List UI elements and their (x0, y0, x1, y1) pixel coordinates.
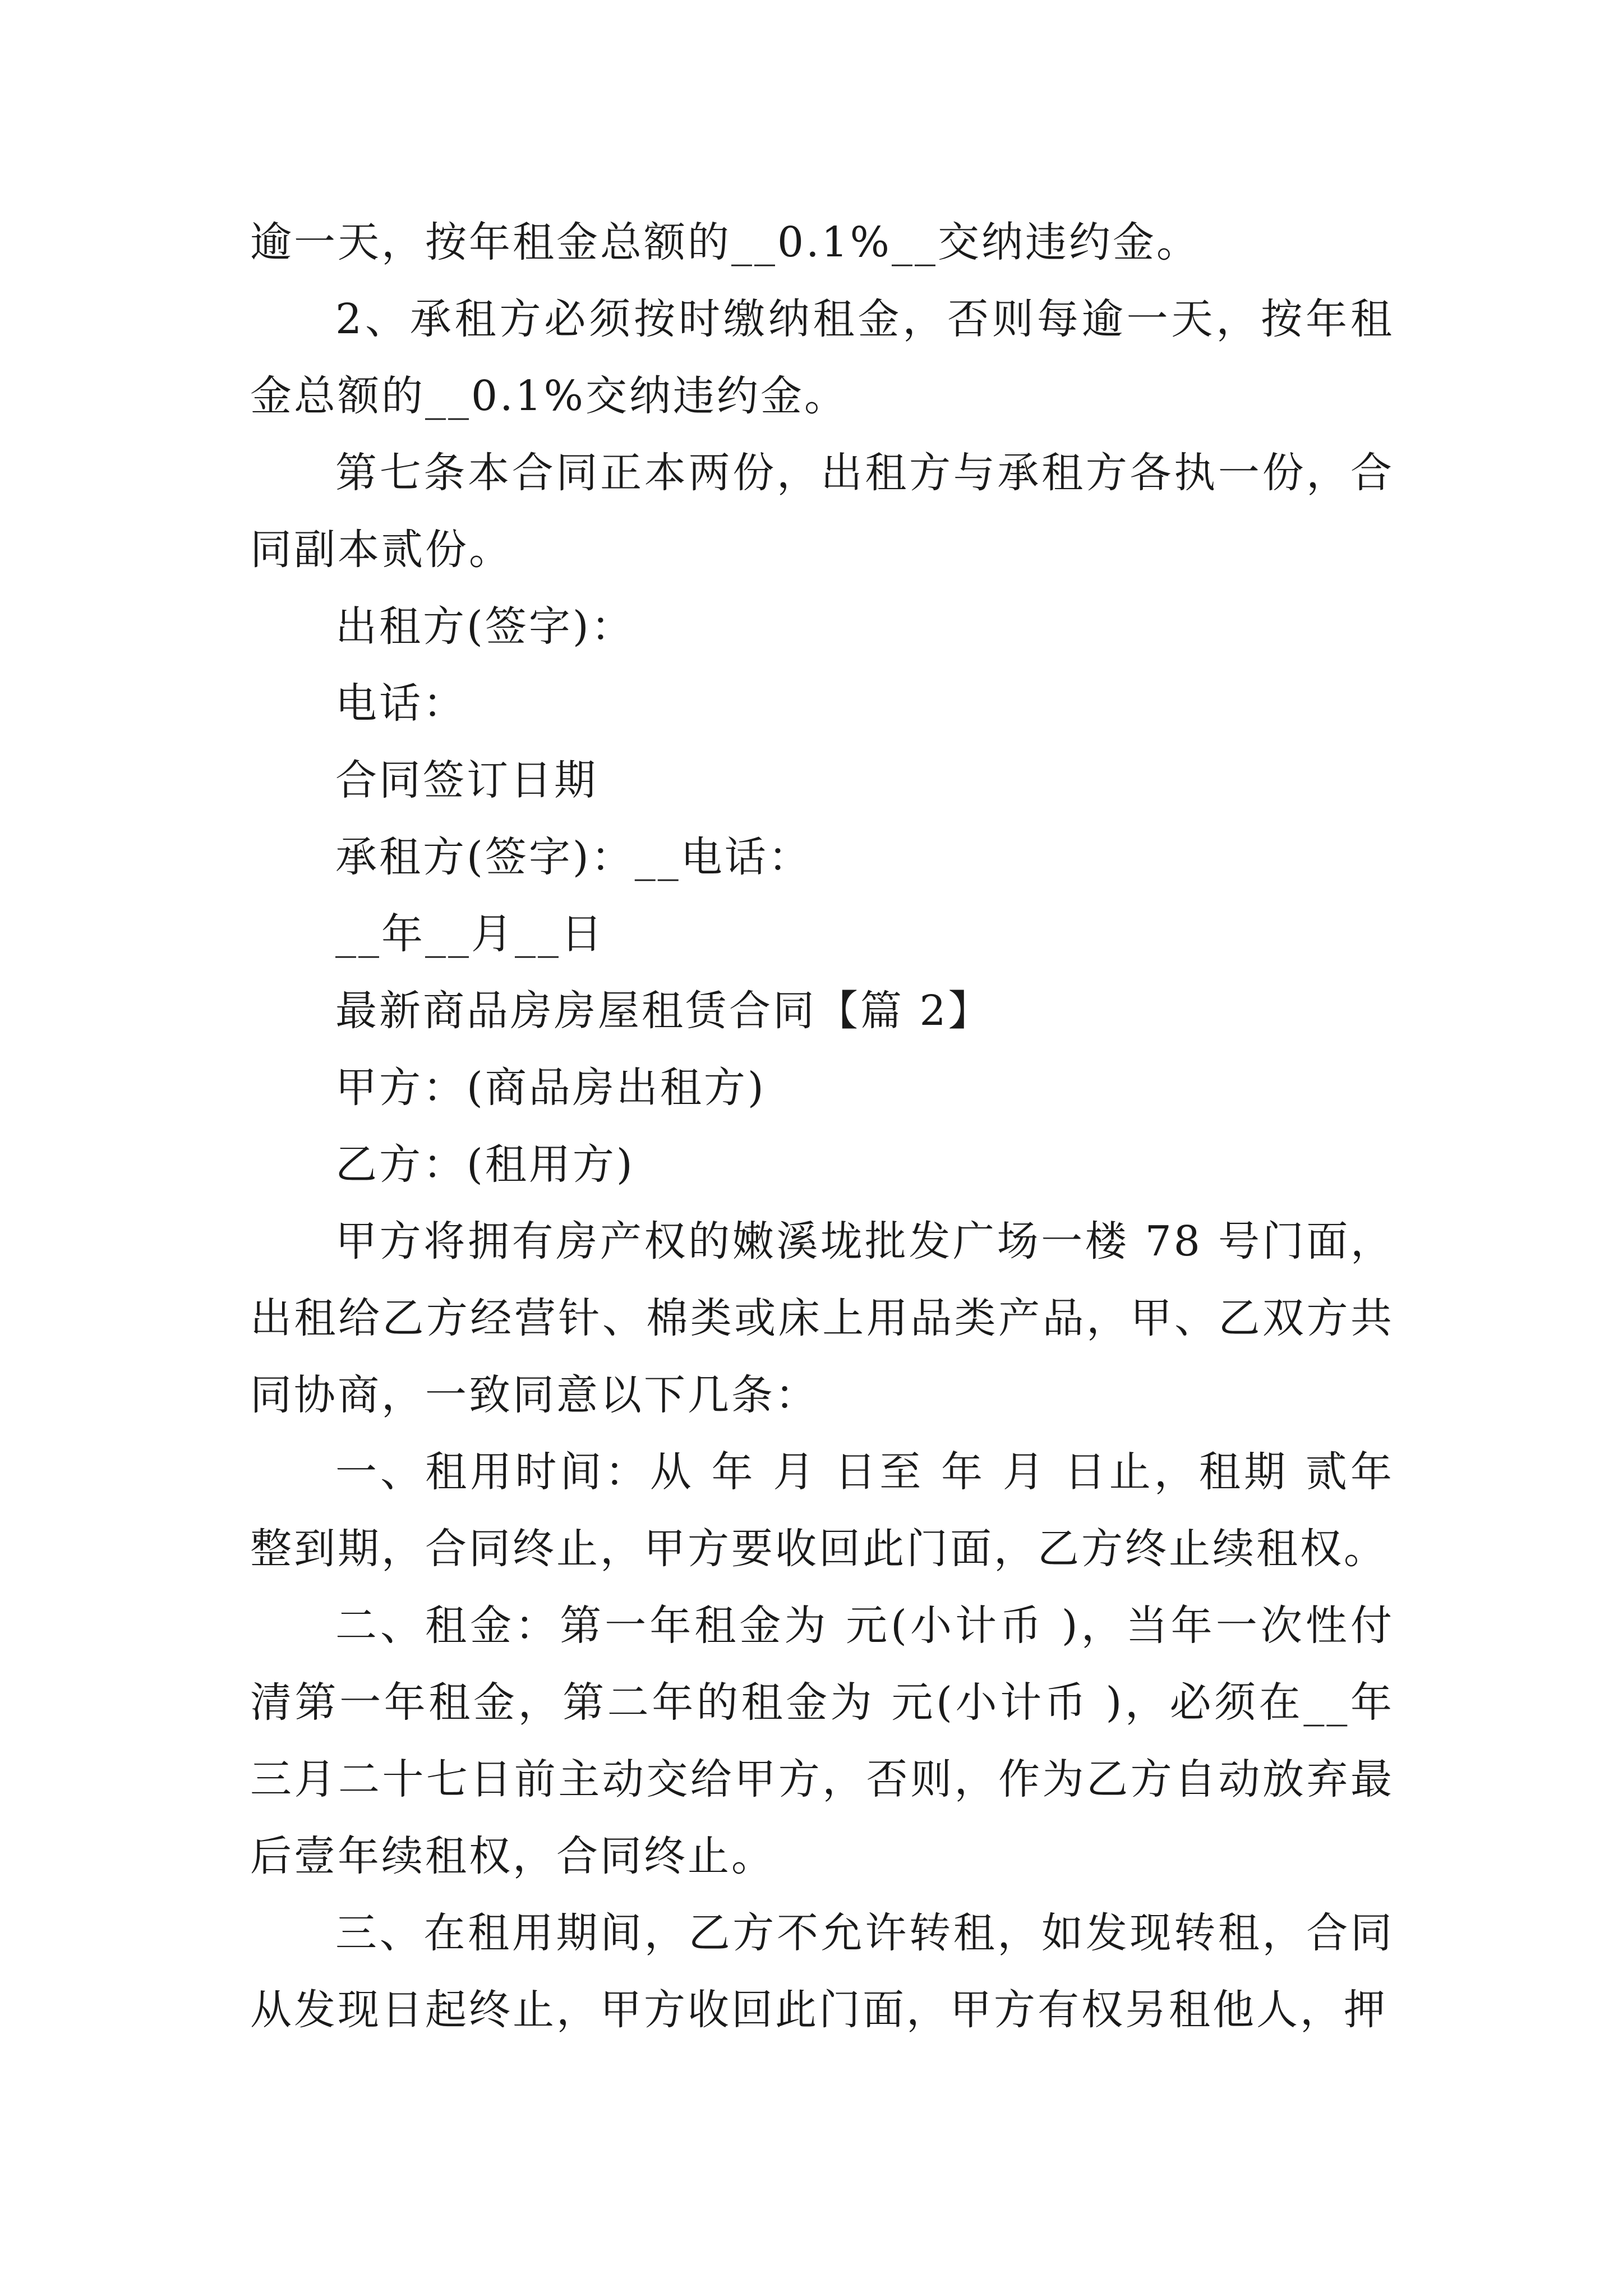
phone-line: 电话： (335, 679, 467, 728)
signing-date-label: 合同签订日期 (335, 756, 598, 804)
paragraph-premises-description: 甲方将拥有房产权的嫩溪垅批发广场一楼 78 号门面，出租给乙方经营针、棉类或床上用品类产品，甲、乙双方共同协商，一致同意以下几条： (250, 1217, 1394, 1419)
paragraph-article-seven: 第七条本合同正本两份，出租方与承租方各执一份，合同副本贰份。 (250, 449, 1394, 574)
lessor-signature-line: 出租方(签字)： (335, 602, 635, 651)
contract-text-body (250, 204, 1394, 2049)
lessee-signature-line: 承租方(签字)：__电话： (335, 833, 812, 881)
date-blank-line: __年__月__日 (335, 910, 605, 958)
paragraph-lease-term: 一、租用时间：从 年 月 日至 年 月 日止，租期 贰年整到期，合同终止，甲方要收回此门面，乙方终止续租权。 (250, 1448, 1394, 1573)
party-a-line: 甲方：(商品房出租方) (335, 1064, 766, 1112)
paragraph-rent-amount: 二、租金：第一年租金为 元(小计币 )，当年一次性付清第一年租金，第二年的租金为 元(小计币 )，必须在__年三月二十七日前主动交给甲方，否则，作为乙方自动放弃最后壹年续租权，合同终止。 (250, 1602, 1394, 1880)
party-b-line: 乙方：(租用方) (335, 1140, 635, 1189)
section-heading-part-2: 最新商品房房屋租赁合同【篇 2】 (335, 987, 992, 1035)
paragraph-rent-payment-clause: 2、承租方必须按时缴纳租金，否则每逾一天，按年租金总额的__0.1%交纳违约金。 (250, 295, 1394, 420)
paragraph-sublease-prohibition: 三、在租用期间，乙方不允许转租，如发现转租，合同从发现日起终止，甲方收回此门面，甲方有权另租他人，押 (250, 1909, 1394, 2034)
paragraph-penalty-continuation: 逾一天，按年租金总额的__0.1%__交纳违约金。 (250, 218, 1200, 266)
